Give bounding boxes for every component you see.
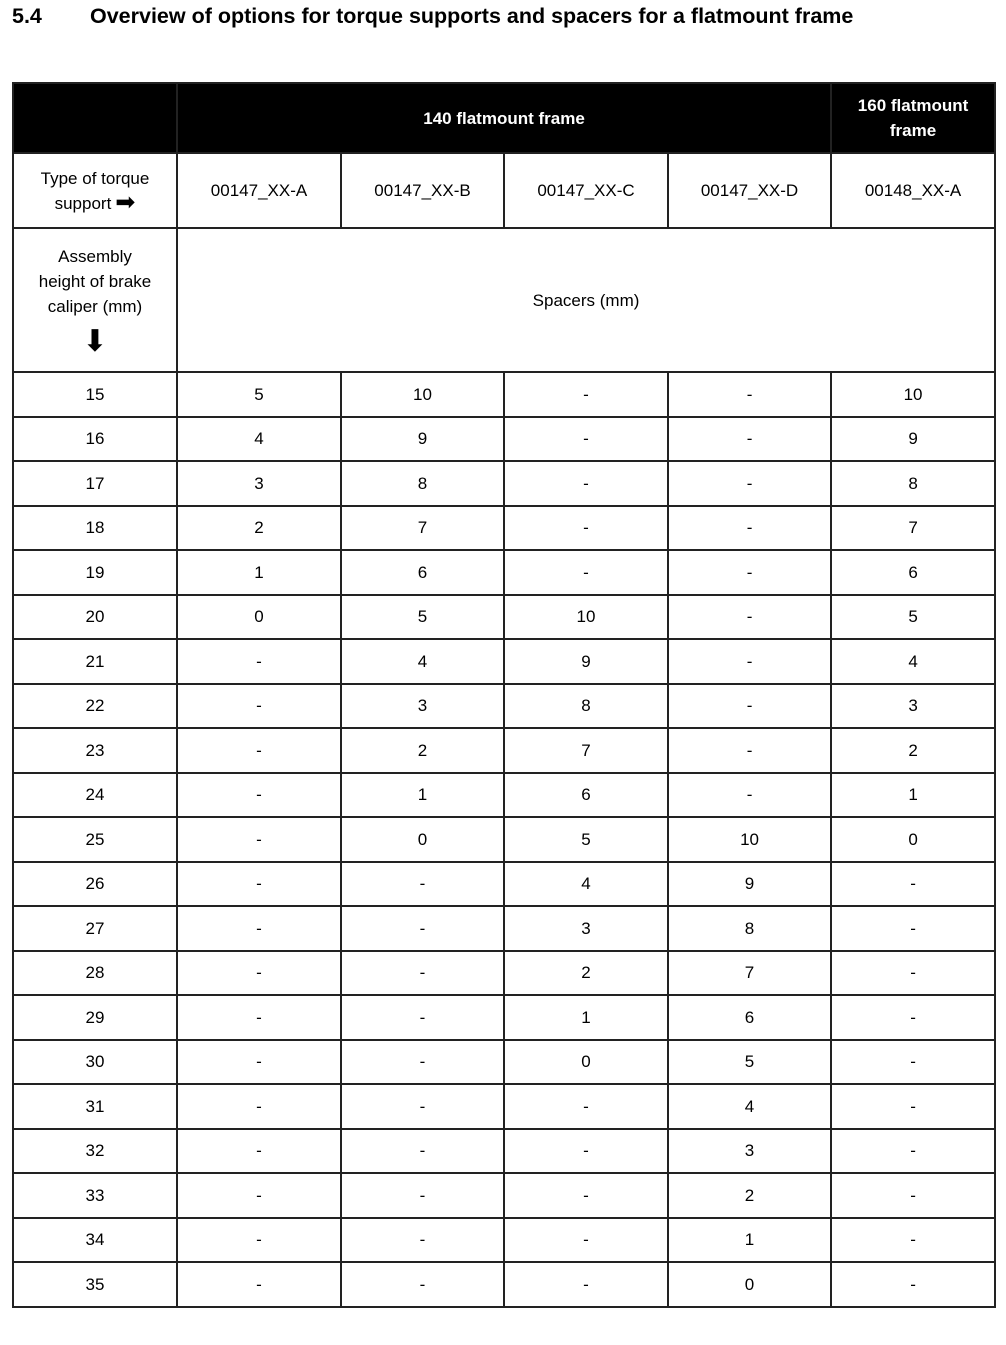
spacer-value-cell: 1: [341, 773, 504, 818]
spacer-value-cell: -: [831, 951, 995, 996]
table-row: [13, 1173, 995, 1218]
assembly-height-cell: 22: [13, 684, 177, 729]
spacer-value-cell: 10: [668, 817, 831, 862]
spacer-value-cell: 0: [668, 1262, 831, 1307]
assembly-height-cell: 24: [13, 773, 177, 818]
assembly-height-cell: 19: [13, 550, 177, 595]
table-row: [13, 1040, 995, 1085]
type-label-line1: Type of torque: [40, 168, 150, 188]
assembly-height-cell: 33: [13, 1173, 177, 1218]
spacer-value-cell: -: [504, 417, 668, 462]
spacer-value-cell: 2: [341, 728, 504, 773]
spacer-value-cell: -: [177, 862, 341, 907]
spacer-value-cell: -: [831, 1129, 995, 1174]
spacer-value-cell: -: [341, 1084, 504, 1129]
table-row: [13, 595, 995, 640]
spacer-value-cell: 0: [831, 817, 995, 862]
spacer-value-cell: -: [831, 1173, 995, 1218]
spacer-value-cell: -: [504, 550, 668, 595]
section-title: Overview of options for torque supports and spacers for a flatmount frame: [90, 3, 854, 28]
spacer-value-cell: -: [831, 1084, 995, 1129]
assembly-height-cell: 34: [13, 1218, 177, 1263]
spacer-value-cell: 3: [504, 906, 668, 951]
spacer-value-cell: 4: [668, 1084, 831, 1129]
spacer-options-table: [12, 82, 996, 1308]
spacer-value-cell: 9: [668, 862, 831, 907]
spacer-value-cell: -: [831, 1218, 995, 1263]
assembly-height-cell: 23: [13, 728, 177, 773]
frame-header-row: [13, 83, 995, 153]
spacer-value-cell: 3: [831, 684, 995, 729]
spacer-value-cell: 3: [668, 1129, 831, 1174]
spacer-value-cell: -: [831, 862, 995, 907]
table-row: [13, 1262, 995, 1307]
assembly-height-cell: 30: [13, 1040, 177, 1085]
torque-support-type-row: [13, 153, 995, 228]
assembly-label-line1: Assembly: [58, 246, 132, 266]
spacer-value-cell: 5: [668, 1040, 831, 1085]
corner-cell: [13, 83, 177, 153]
table-row: [13, 728, 995, 773]
spacer-value-cell: 2: [177, 506, 341, 551]
spacer-value-cell: 9: [341, 417, 504, 462]
spacer-value-cell: -: [341, 1040, 504, 1085]
spacer-value-cell: 8: [341, 461, 504, 506]
spacer-value-cell: -: [504, 1173, 668, 1218]
spacer-value-cell: -: [177, 1084, 341, 1129]
spacer-value-cell: 4: [831, 639, 995, 684]
spacer-value-cell: -: [668, 550, 831, 595]
assembly-height-cell: 25: [13, 817, 177, 862]
spacer-value-cell: 0: [177, 595, 341, 640]
assembly-height-cell: 26: [13, 862, 177, 907]
assembly-height-cell: 31: [13, 1084, 177, 1129]
spacer-value-cell: -: [177, 1129, 341, 1174]
spacer-value-cell: -: [668, 372, 831, 417]
spacers-label-cell: Spacers (mm): [177, 228, 995, 372]
section-heading: [12, 2, 853, 30]
column-header: 00147_XX-C: [504, 153, 668, 228]
spacer-value-cell: 7: [668, 951, 831, 996]
spacer-value-cell: 6: [668, 995, 831, 1040]
assembly-height-cell: 29: [13, 995, 177, 1040]
assembly-height-cell: 17: [13, 461, 177, 506]
spacer-value-cell: 3: [177, 461, 341, 506]
spacer-value-cell: -: [831, 995, 995, 1040]
table-row: [13, 995, 995, 1040]
spacer-value-cell: 1: [504, 995, 668, 1040]
table-row: [13, 550, 995, 595]
spacer-value-cell: 3: [341, 684, 504, 729]
spacer-value-cell: -: [177, 728, 341, 773]
spacer-value-cell: -: [341, 1173, 504, 1218]
table-row: [13, 1218, 995, 1263]
spacer-value-cell: -: [177, 1218, 341, 1263]
table-row: [13, 417, 995, 462]
spacer-value-cell: -: [504, 506, 668, 551]
column-header: 00147_XX-D: [668, 153, 831, 228]
spacer-value-cell: -: [668, 728, 831, 773]
spacer-value-cell: 0: [341, 817, 504, 862]
table-row: [13, 862, 995, 907]
spacer-value-cell: 8: [668, 906, 831, 951]
spacer-value-cell: -: [177, 639, 341, 684]
column-header: 00148_XX-A: [831, 153, 995, 228]
table-row: [13, 639, 995, 684]
spacer-value-cell: 5: [341, 595, 504, 640]
table-row: [13, 506, 995, 551]
spacer-value-cell: -: [177, 995, 341, 1040]
spacer-value-cell: -: [831, 1040, 995, 1085]
spacer-value-cell: -: [831, 1262, 995, 1307]
spacer-value-cell: -: [341, 1218, 504, 1263]
spacer-value-cell: 4: [341, 639, 504, 684]
assembly-height-cell: 35: [13, 1262, 177, 1307]
spacer-value-cell: -: [504, 1129, 668, 1174]
right-arrow-icon: ➡: [115, 188, 136, 216]
section-number: 5.4: [12, 3, 42, 28]
assembly-height-row: [13, 228, 995, 372]
spacer-value-cell: -: [341, 862, 504, 907]
spacer-value-cell: 5: [177, 372, 341, 417]
spacer-value-cell: -: [668, 461, 831, 506]
spacer-value-cell: 2: [504, 951, 668, 996]
assembly-label-cell: [13, 228, 177, 372]
assembly-label-line2: height of brake: [38, 271, 152, 291]
spacer-value-cell: 5: [504, 817, 668, 862]
spacer-value-cell: 8: [504, 684, 668, 729]
spacer-value-cell: 9: [504, 639, 668, 684]
spacer-value-cell: 2: [668, 1173, 831, 1218]
frame-160-header-line1: 160 flatmount: [857, 96, 969, 115]
assembly-height-cell: 21: [13, 639, 177, 684]
spacer-value-cell: 6: [831, 550, 995, 595]
assembly-height-cell: 18: [13, 506, 177, 551]
spacer-value-cell: 7: [341, 506, 504, 551]
spacer-value-cell: 6: [341, 550, 504, 595]
spacer-value-cell: -: [177, 817, 341, 862]
frame-140-header: 140 flatmount frame: [177, 83, 831, 153]
spacer-value-cell: -: [668, 506, 831, 551]
spacer-value-cell: 4: [504, 862, 668, 907]
spacer-value-cell: -: [341, 906, 504, 951]
spacer-value-cell: 9: [831, 417, 995, 462]
table-row: [13, 951, 995, 996]
spacer-value-cell: 10: [341, 372, 504, 417]
spacer-value-cell: -: [341, 951, 504, 996]
table-row: [13, 461, 995, 506]
spacer-value-cell: -: [668, 595, 831, 640]
assembly-height-cell: 20: [13, 595, 177, 640]
spacer-value-cell: 1: [668, 1218, 831, 1263]
spacer-value-cell: 7: [831, 506, 995, 551]
spacer-value-cell: 5: [831, 595, 995, 640]
assembly-height-cell: 16: [13, 417, 177, 462]
column-header: 00147_XX-A: [177, 153, 341, 228]
spacer-value-cell: 0: [504, 1040, 668, 1085]
spacer-value-cell: -: [177, 906, 341, 951]
spacer-value-cell: 2: [831, 728, 995, 773]
table-row: [13, 773, 995, 818]
spacer-value-cell: -: [177, 684, 341, 729]
table-row: [13, 1084, 995, 1129]
table-row: [13, 1129, 995, 1174]
spacer-value-cell: -: [668, 773, 831, 818]
spacer-value-cell: 7: [504, 728, 668, 773]
table-row: [13, 372, 995, 417]
spacer-value-cell: -: [341, 1262, 504, 1307]
column-header: 00147_XX-B: [341, 153, 504, 228]
spacer-value-cell: 4: [177, 417, 341, 462]
spacer-value-cell: -: [177, 1040, 341, 1085]
down-arrow-icon: ⬇: [82, 324, 108, 358]
spacer-value-cell: -: [504, 461, 668, 506]
table-row: [13, 684, 995, 729]
assembly-height-cell: 27: [13, 906, 177, 951]
spacer-value-cell: -: [504, 1084, 668, 1129]
spacer-value-cell: -: [177, 1262, 341, 1307]
spacer-value-cell: -: [341, 995, 504, 1040]
spacer-value-cell: 8: [831, 461, 995, 506]
spacer-value-cell: -: [177, 1173, 341, 1218]
assembly-height-cell: 15: [13, 372, 177, 417]
spacer-value-cell: 1: [831, 773, 995, 818]
assembly-height-cell: 32: [13, 1129, 177, 1174]
spacer-value-cell: -: [668, 417, 831, 462]
table-row: [13, 906, 995, 951]
spacer-value-cell: -: [504, 1262, 668, 1307]
assembly-height-cell: 28: [13, 951, 177, 996]
spacer-value-cell: 10: [831, 372, 995, 417]
spacer-value-cell: 1: [177, 550, 341, 595]
type-label-cell: [13, 153, 177, 228]
frame-160-header-line2: frame: [889, 121, 937, 140]
spacer-value-cell: 10: [504, 595, 668, 640]
spacer-value-cell: -: [668, 639, 831, 684]
spacer-value-cell: -: [668, 684, 831, 729]
spacer-value-cell: -: [504, 1218, 668, 1263]
spacer-value-cell: -: [177, 951, 341, 996]
spacer-value-cell: -: [177, 773, 341, 818]
spacer-value-cell: -: [504, 372, 668, 417]
spacer-value-cell: -: [831, 906, 995, 951]
spacer-value-cell: -: [341, 1129, 504, 1174]
assembly-label-line3: caliper (mm): [47, 296, 143, 316]
type-label-line2: support: [54, 193, 112, 213]
spacer-value-cell: 6: [504, 773, 668, 818]
table-row: [13, 817, 995, 862]
frame-160-header: [831, 83, 995, 153]
